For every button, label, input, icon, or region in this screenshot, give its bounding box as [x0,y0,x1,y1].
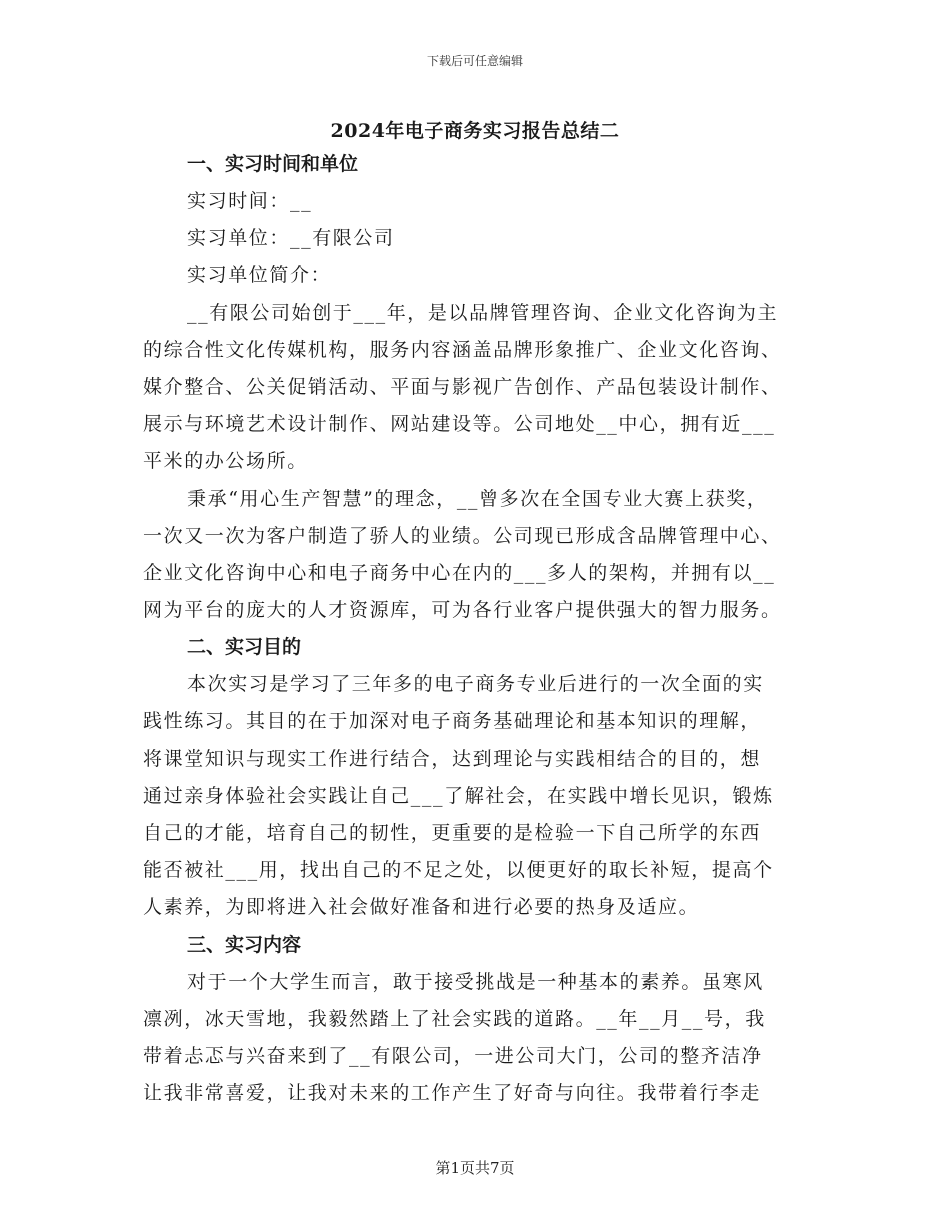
body-text-line: 网为平台的庞大的人才资源库，可为各行业客户提供强大的智力服务。 [143,599,782,622]
section-heading: 二、实习目的 [187,636,302,659]
body-text-line: 能否被社___用，找出自己的不足之处，以便更好的取长补短，提高个 [143,859,774,882]
body-text-line: 展示与环境艺术设计制作、网站建设等。公司地处__中心，拥有近___ [143,413,776,436]
body-text-line: 媒介整合、公关促销活动、平面与影视广告创作、产品包装设计制作、 [143,375,782,398]
body-text-line: 平米的办公场所。 [143,450,308,473]
body-text-line: 通过亲身体验社会实践让自己___了解社会，在实践中增长见识，锻炼 [143,784,774,807]
body-text-line: 对于一个大学生而言，敢于接受挑战是一种基本的素养。虽寒风 [187,970,764,993]
body-text-line: 的综合性文化传媒机构，服务内容涵盖品牌形象推广、企业文化咨询、 [143,338,782,361]
page-footer: 第1页共7页 [435,1159,515,1177]
body-text-line: 企业文化咨询中心和电子商务中心在内的___多人的架构，并拥有以__ [143,561,776,584]
body-text-line: 让我非常喜爱，让我对未来的工作产生了好奇与向往。我带着行李走 [143,1082,762,1105]
page-header: 下载后可任意编辑 [426,54,523,68]
body-text-line: 人素养，为即将进入社会做好准备和进行必要的热身及适应。 [143,896,700,919]
body-text-line: __有限公司始创于___年，是以品牌管理咨询、企业文化咨询为主 [187,301,779,324]
body-text-line: 自己的才能，培育自己的韧性，更重要的是检验一下自己所学的东西 [143,822,762,844]
body-text-line: 本次实习是学习了三年多的电子商务专业后进行的一次全面的实 [187,673,764,696]
document-body [143,146,803,1112]
document-title: 2024年电子商务实习报告总结二 [330,120,620,142]
body-text-line: 凛冽，冰天雪地，我毅然踏上了社会实践的道路。__年__月__号，我 [143,1007,766,1030]
body-text-line: 将课堂知识与现实工作进行结合，达到理论与实践相结合的目的，想 [143,747,762,770]
body-text-line: 带着忐忑与兴奋来到了__有限公司，一进公司大门，公司的整齐洁净 [143,1044,763,1067]
section-heading: 三、实习内容 [187,933,302,956]
body-text-line: 实习单位简介： [187,264,332,287]
body-text-line: 秉承“用心生产智慧”的理念，__曾多次在全国专业大赛上获奖， [187,487,768,510]
body-text-line: 践性练习。其目的在于加深对电子商务基础理论和基本知识的理解， [143,710,762,733]
section-heading: 一、实习时间和单位 [187,153,359,175]
body-text-line: 实习时间：__ [187,190,313,212]
body-text-line: 实习单位：__有限公司 [187,227,395,250]
body-text-line: 一次又一次为客户制造了骄人的业绩。公司现已形成含品牌管理中心、 [143,524,782,547]
